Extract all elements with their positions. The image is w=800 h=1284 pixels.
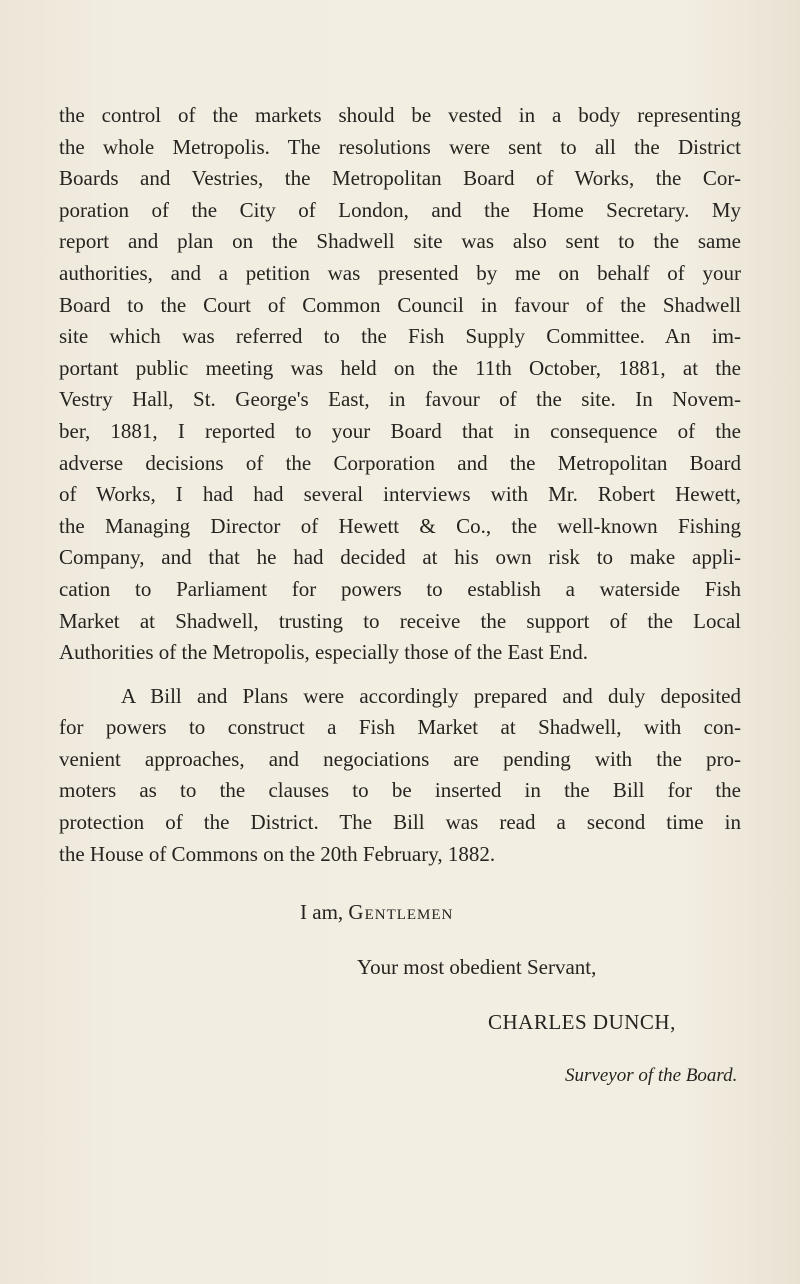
complimentary-close: Your most obedient Servant,	[357, 955, 597, 979]
salutation-prefix: I am,	[300, 900, 349, 924]
text-line: poration of the City of London, and the Home Secretary. My	[59, 197, 741, 222]
text-line: Authorities of the Metropolis, especially those of the East End.	[59, 640, 588, 665]
text-line: cation to Parliament for powers to establish a waterside Fish	[59, 576, 741, 601]
salutation-name: Gentlemen	[348, 900, 454, 924]
text-line: Boards and Vestries, the Metropolitan Board of Works, the Cor-	[59, 166, 741, 191]
text-line: protection of the District. The Bill was read a second time in	[59, 810, 741, 835]
text-line: authorities, and a petition was presented by me on behalf of your	[59, 260, 741, 285]
paragraph-2	[59, 681, 741, 871]
signature-name: CHARLES DUNCH,	[488, 1010, 676, 1034]
text-line: moters as to the clauses to be inserted in the Bill for the	[59, 778, 741, 803]
text-line: Market at Shadwell, trusting to receive the support of the Local	[59, 608, 741, 633]
text-line: for powers to construct a Fish Market at Shadwell, with con-	[59, 715, 741, 740]
text-line: the Managing Director of Hewett & Co., the well-known Fishing	[59, 513, 741, 538]
text-line: A Bill and Plans were accordingly prepared and duly deposited	[121, 683, 741, 708]
text-line: the House of Commons on the 20th February, 1882.	[59, 841, 496, 866]
paragraph-1	[59, 100, 741, 669]
text-line: ber, 1881, I reported to your Board that in consequence of the	[59, 418, 741, 443]
salutation	[300, 900, 453, 925]
text-line: venient approaches, and negociations are pending with the pro-	[59, 746, 741, 771]
text-line: the control of the markets should be vested in a body representing	[59, 103, 741, 127]
text-line: Company, and that he had decided at his own risk to make appli-	[59, 545, 741, 570]
text-line: site which was referred to the Fish Supply Committee. An im-	[59, 324, 741, 349]
text-line: report and plan on the Shadwell site was also sent to the same	[59, 229, 741, 254]
text-line: portant public meeting was held on the 11th October, 1881, at the	[59, 355, 741, 380]
text-line: the whole Metropolis. The resolutions were sent to all the District	[59, 134, 741, 159]
text-line: adverse decisions of the Corporation and the Metropolitan Board	[59, 450, 741, 475]
text-line: of Works, I had had several interviews with Mr. Robert Hewett,	[59, 482, 741, 507]
signatory-title: Surveyor of the Board.	[565, 1065, 738, 1086]
text-line: Board to the Court of Common Council in favour of the Shadwell	[59, 292, 741, 317]
letter-body	[59, 100, 741, 870]
text-line: Vestry Hall, St. George's East, in favour of the site. In Novem-	[59, 387, 741, 412]
